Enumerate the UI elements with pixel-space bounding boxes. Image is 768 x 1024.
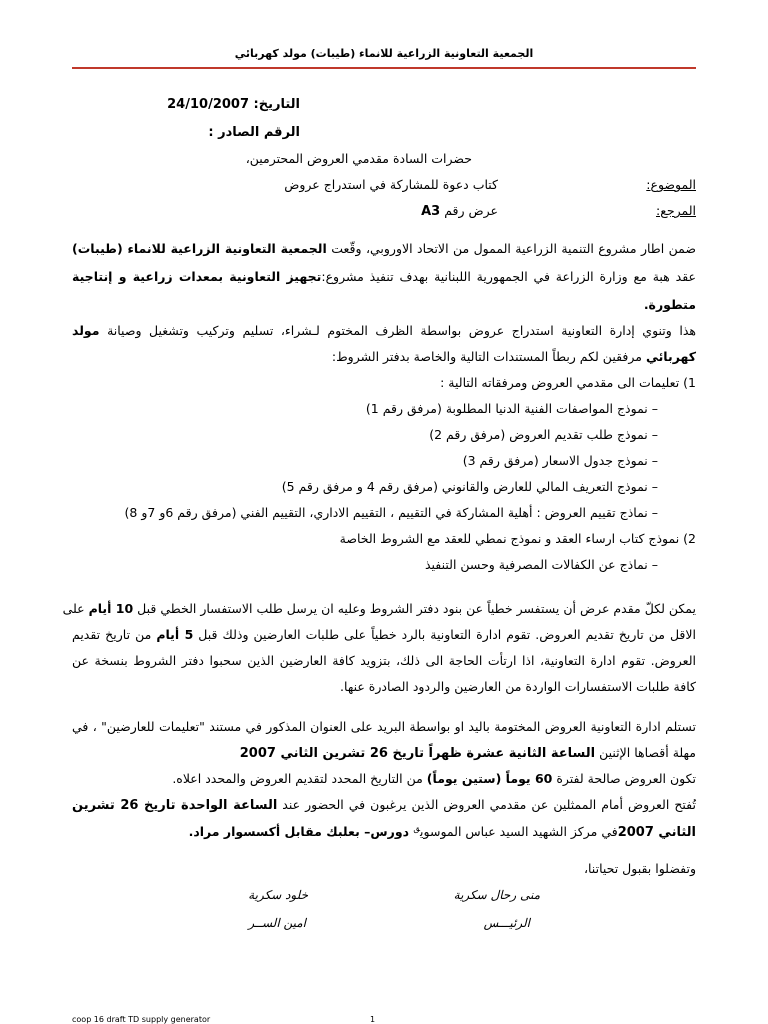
- list-item-3: – نماذج عن الكفالات المصرفية وحسن التنفيذ: [424, 557, 658, 572]
- list-sub-item: – نموذج التعريف المالي للعارض والقانوني (مرفق رقم 4 و مرفق رقم 5): [281, 479, 658, 494]
- p4-line-5: الثاني 2007في مركز الشهيد السيد عباس الموسوي$^ق$ دورس– بعلبك مقابل أكسسوار مراد.: [188, 824, 696, 841]
- letterhead-title: الجمعية التعاونية الزراعية للانماء (طيبات) مولد كهربائي: [234, 47, 534, 60]
- list-sub-item: – نماذج تقييم العروض : أهلية المشاركة في التقييم ، التقييم الاداري، التقييم الفني (مرفق رقم 6و 7و 8): [124, 505, 658, 520]
- list-sub-item: – نموذج جدول الاسعار (مرفق رقم 3): [462, 453, 658, 468]
- header-rule: [72, 67, 696, 69]
- list-item-1: 1) تعليمات الى مقدمي العروض ومرفقاته التالية :: [440, 375, 696, 390]
- p3-line-4: كافة طلبات الاستفسارات الواردة من العارضين والردود الصادرة عنها.: [340, 679, 696, 694]
- date-label: التاريخ:: [253, 97, 300, 112]
- signatory-secretary-name: خلود سكرية: [248, 888, 308, 902]
- p2-line-1: هذا وتنوي إدارة التعاونية استدراج عروض بواسطة الظرف المختوم لـشراء، تسليم وتركيب وتشغيل وصيانة مولد: [72, 323, 696, 338]
- reference-value: عرض رقم A3: [421, 203, 498, 219]
- p3-line-3: العروض. تقوم ادارة التعاونية، اذا ارتأت الحاجة الى ذلك، بتزويد كافة العارضين الذين سحبوا دفتر الشروط بنسخة عن: [72, 653, 696, 668]
- p4-line-2: مهلة أقصاها الإثنين الساعة الثانية عشرة ظهراً تاريخ 26 تشرين الثاني 2007: [239, 745, 696, 761]
- signatory-president-title: الرئيـــس: [483, 916, 530, 930]
- p3-line-1: يمكن لكلّ مقدم عرض أن يستفسر خطياً عن بنود دفتر الشروط وعليه ان يرسل طلب الاستفسار الخطي قبل 10 أيام على: [62, 601, 696, 616]
- signatory-secretary-title: امين الســر: [248, 916, 306, 930]
- closing-line: وتفضلوا بقبول تحياتنا،: [583, 861, 696, 876]
- date-value: 24/10/2007: [167, 97, 249, 112]
- p4-line-3: تكون العروض صالحة لفترة 60 يوماً (ستين يوماً) من التاريخ المحدد لتقديم العروض والمحدد اعلاه.: [172, 771, 696, 786]
- signatory-president-name: منى رحال سكرية: [453, 888, 540, 902]
- footer-page-number: 1: [370, 1015, 376, 1024]
- list-item-2: 2) نموذج كتاب ارساء العقد و نموذج نمطي للعقد مع الشروط الخاصة: [339, 531, 696, 546]
- reference-code: A3: [421, 204, 441, 219]
- intro-line-2: عقد هبة مع وزارة الزراعة في الجمهورية اللبنانية بهدف تنفيذ مشروع:تجهيز التعاونية بمعدات زراعية و إنتاجية: [72, 269, 696, 284]
- p2-line-2: كهربائي مرفقين لكم ربطاً المستندات التالية والخاصة بدفتر الشروط:: [331, 349, 696, 364]
- p4-line-1: تستلم ادارة التعاونية العروض المختومة باليد او بواسطة البريد على العنوان المذكور في مستند "تعليمات للعارضين" ، في: [72, 719, 696, 734]
- date-line: [167, 96, 300, 114]
- reference-label: المرجع:: [656, 203, 696, 218]
- greeting: حضرات السادة مقدمي العروض المحترمين،: [245, 151, 472, 166]
- subject-value: كتاب دعوة للمشاركة في استدراج عروض: [284, 177, 498, 192]
- list-sub-item: – نموذج طلب تقديم العروض (مرفق رقم 2): [429, 427, 658, 442]
- footer-doc-name: coop 16 draft TD supply generator: [72, 1015, 211, 1024]
- list-sub-item: – نموذج المواصفات الفنية الدنيا المطلوبة (مرفق رقم 1): [365, 401, 658, 416]
- ref-number-label: الرقم الصادر :: [208, 125, 300, 140]
- intro-line-1: ضمن اطار مشروع التنمية الزراعية الممول من الاتحاد الاوروبي، وقّعت الجمعية التعاونية الزراعية للانماء (طيبات): [72, 241, 696, 256]
- p3-line-2: الاقل من تاريخ تقديم العروض. تقوم ادارة التعاونية بالرد خطياً على طلبات العارضين وذلك قبل 5 أيام من تاريخ تقديم: [72, 627, 696, 642]
- intro-line-3: متطورة.: [643, 297, 696, 312]
- subject-label: الموضوع:: [646, 177, 696, 192]
- p4-line-4: تُفتح العروض أمام الممثلين عن مقدمي العروض الذين يرغبون في الحضور عند الساعة الواحدة تاريخ 26 تشرين: [72, 797, 696, 813]
